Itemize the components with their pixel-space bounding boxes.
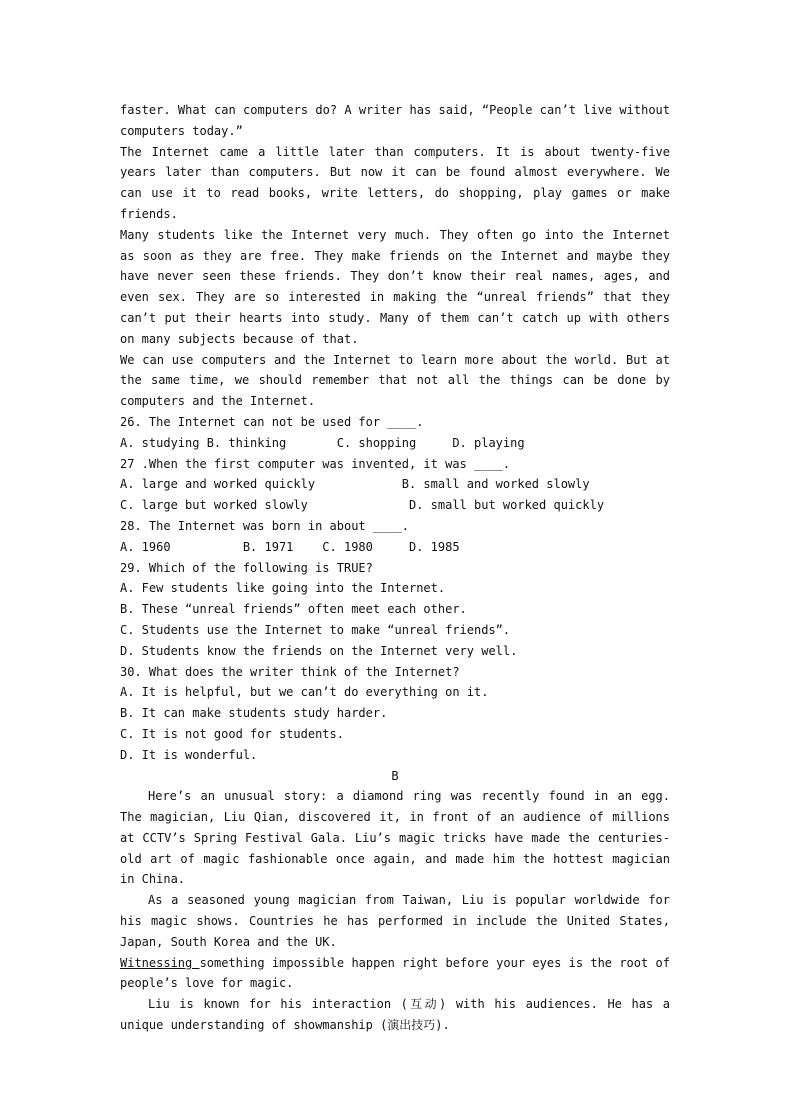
question-26-options: A. studying B. thinking C. shopping D. playing — [120, 435, 525, 450]
passage-a-paragraph: Many students like the Internet very much. They often go into the Internet as soon as they are free. They make friends on the Internet and maybe they have never seen these friends. They don’t know their real names, ages, and even sex. They are so interested in making the “unreal friends” that they can’t put their hearts into study. Many of them can’t catch up with others on many subjects because of that. — [120, 227, 670, 346]
passage-a-paragraph: The Internet came a little later than computers. It is about twenty-five years later than computers. But now it can be found almost everywhere. We can use it to read books, write letters, do shopping, play games or make friends. — [120, 144, 670, 221]
underlined-word: Witnessing — [120, 955, 200, 970]
question-28-stem: 28. The Internet was born in about ____. — [120, 518, 409, 533]
question-30-option-d: D. It is wonderful. — [120, 747, 258, 762]
passage-a-paragraph: faster. What can computers do? A writer has said, “People can’t live without computers today.” — [120, 103, 670, 138]
question-27-stem: 27 .When the first computer was invented, it was ____. — [120, 456, 511, 471]
question-30-option-b: B. It can make students study harder. — [120, 706, 388, 721]
passage-b-paragraph-1: Here’s an unusual story: a diamond ring was recently found in an egg. The magician, Liu Qian, discovered it, in front of an audience of millions at CCTV’s Spring Festival Gala. Liu’s magic tricks have made the centuries-old art of magic fashionable once again, and made him the hottest magician in China. — [120, 789, 670, 887]
question-30-option-a: A. It is helpful, but we can’t do everything on it. — [120, 685, 489, 700]
paragraph-3-rest: something impossible happen right before your eyes is the root of people’s love for magic. — [120, 955, 670, 991]
passage-b-heading: B — [391, 768, 399, 783]
question-28-options: A. 1960 B. 1971 C. 1980 D. 1985 — [120, 539, 460, 554]
question-29-option-d: D. Students know the friends on the Internet very well. — [120, 643, 518, 658]
question-27-options-row2: C. large but worked slowly D. small but worked quickly — [120, 498, 605, 513]
question-30-option-c: C. It is not good for students. — [120, 726, 344, 741]
question-27-options-row1: A. large and worked quickly B. small and worked slowly — [120, 477, 590, 492]
passage-a-paragraph: We can use computers and the Internet to learn more about the world. But at the same time, we should remember that not all the things can be done by computers and the Internet. — [120, 352, 670, 409]
question-30-stem: 30. What does the writer think of the Internet? — [120, 664, 460, 679]
question-29-option-a: A. Few students like going into the Internet. — [120, 581, 446, 596]
question-29-option-b: B. These “unreal friends” often meet each other. — [120, 602, 467, 617]
document-page — [120, 100, 670, 1036]
question-26-stem: 26. The Internet can not be used for ____. — [120, 414, 424, 429]
passage-b-paragraph-2: As a seasoned young magician from Taiwan, Liu is popular worldwide for his magic shows. Countries he has performed in include the United States, Japan, South Korea and the UK. — [120, 893, 670, 949]
question-29-stem: 29. Which of the following is TRUE? — [120, 560, 373, 575]
passage-b-paragraph-4: Liu is known for his interaction (互动) with his audiences. He has a unique understanding of showmanship (演出技巧). — [120, 997, 670, 1033]
question-29-option-c: C. Students use the Internet to make “unreal friends”. — [120, 622, 511, 637]
passage-b-paragraph-3 — [120, 953, 670, 995]
